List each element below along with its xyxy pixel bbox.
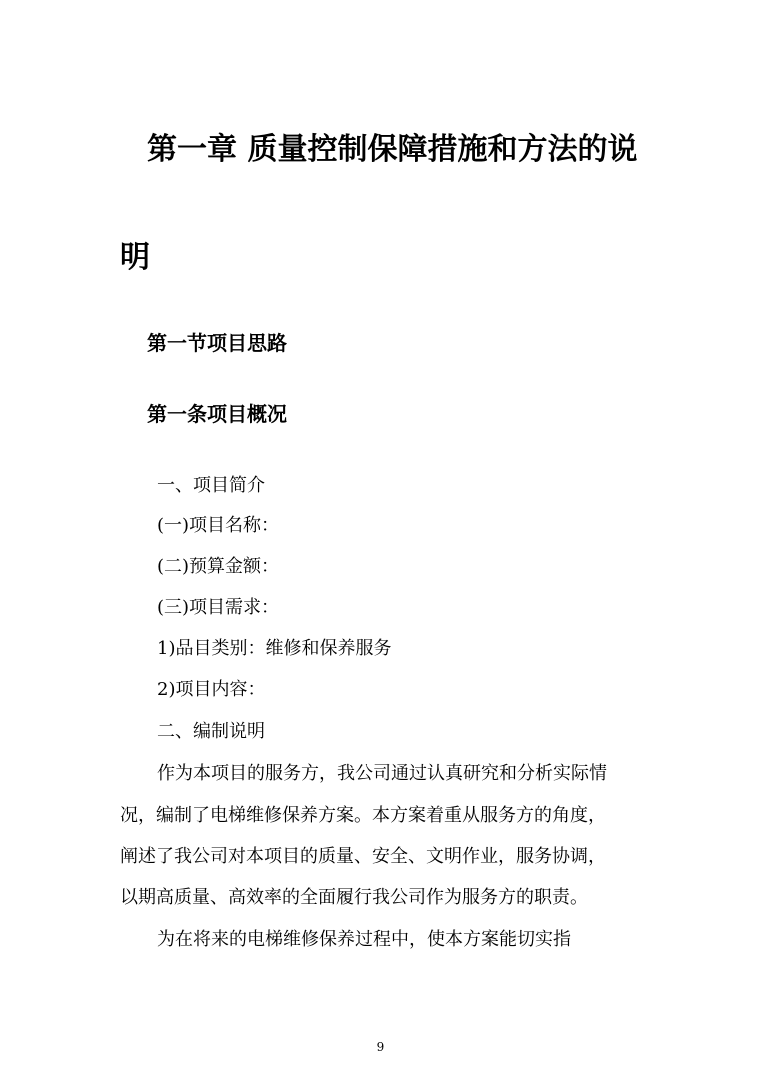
body-line: 以期高质量、高效率的全面履行我公司作为服务方的职责。 xyxy=(120,887,588,908)
chapter-title-text: 第一章 质量控制保障措施和方法的说明 xyxy=(120,132,638,275)
page-number: 9 xyxy=(376,1040,385,1054)
body-line: 作为本项目的服务方，我公司通过认真研究和分析实际情 xyxy=(157,763,607,784)
article-heading: 第一条项目概况 xyxy=(147,402,287,426)
body-line: (二)预算金额： xyxy=(157,556,280,577)
chapter-title xyxy=(120,96,640,312)
body-line: 1)品目类别：维修和保养服务 xyxy=(157,638,392,659)
body-line: 一、项目简介 xyxy=(157,475,265,496)
body-line: 阐述了我公司对本项目的质量、安全、文明作业，服务协调， xyxy=(120,846,606,867)
body-line: 2)项目内容： xyxy=(157,679,266,700)
body-line: 为在将来的电梯维修保养过程中，使本方案能切实指 xyxy=(157,929,571,950)
body-line: (三)项目需求： xyxy=(157,597,280,618)
section-heading: 第一节项目思路 xyxy=(147,331,287,355)
body-line: 二、编制说明 xyxy=(157,721,265,742)
body-line: (一)项目名称： xyxy=(157,515,280,536)
body-line: 况，编制了电梯维修保养方案。本方案着重从服务方的角度， xyxy=(120,805,606,826)
